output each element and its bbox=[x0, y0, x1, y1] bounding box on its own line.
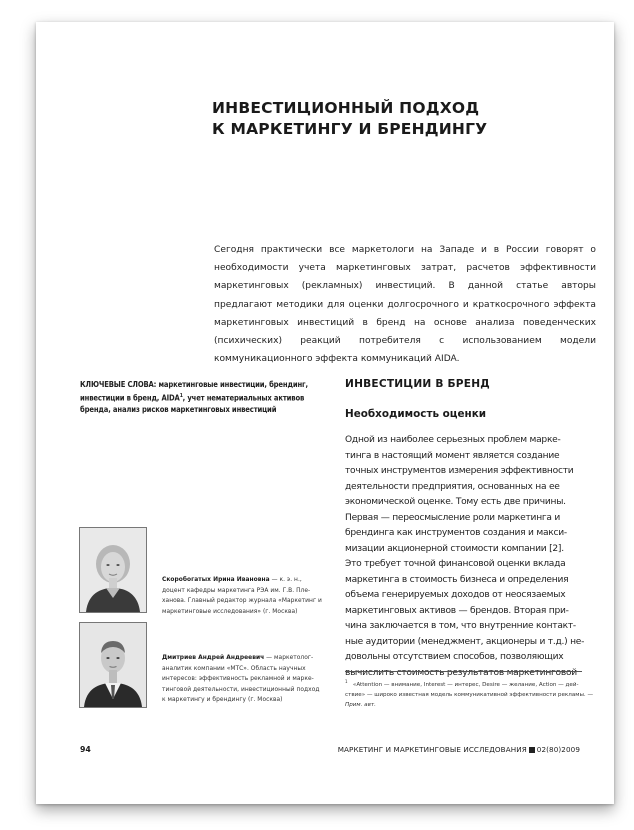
author-bio-line: к маркетингу и брендингу (г. Москва) bbox=[162, 697, 283, 704]
footnote bbox=[345, 677, 607, 710]
body-line: маркетинговых активов — брендов. Вторая при- bbox=[345, 605, 569, 616]
author-bio-line: аналитик компании «МТС». Область научных bbox=[162, 665, 306, 672]
body-line: довольны отсутствием способов, позволяющих bbox=[345, 652, 564, 662]
portrait-woman-image bbox=[80, 528, 146, 612]
portrait-man-image bbox=[80, 623, 146, 707]
keywords-line-1: КЛЮЧЕВЫЕ СЛОВА: маркетинговые инвестиции, брендинг, bbox=[80, 380, 308, 389]
body-line: объема генерируемых доходов от неосязаемых bbox=[345, 590, 566, 600]
body-line: деятельности предприятия, основанных на ее bbox=[345, 481, 560, 492]
footnote-line-1: $^1$ «Attention — внимание, Interest — интерес, Desire — желание, Action — дей- bbox=[345, 679, 579, 688]
footnote-line-3: Прим. авт. bbox=[345, 701, 376, 708]
body-line: Это требует точной финансовой оценки вклада bbox=[345, 559, 566, 569]
title-line-2: К МАРКЕТИНГУ И БРЕНДИНГУ bbox=[212, 120, 488, 138]
section-heading: ИНВЕСТИЦИИ В БРЕНД bbox=[345, 378, 490, 390]
journal-page bbox=[36, 22, 614, 804]
body-line: Одной из наиболее серьезных проблем марке- bbox=[345, 435, 561, 445]
author-bio-line: Дмитриев Андрей Андреевич — маркетолог- bbox=[162, 655, 314, 661]
body-line: экономической оценке. Тому есть две причины. bbox=[345, 497, 566, 507]
footnote-mark: 1 bbox=[345, 679, 348, 684]
journal-footer bbox=[338, 745, 580, 754]
footnote-ref: 1 bbox=[179, 392, 183, 399]
body-line: тинга в настоящий момент является создание bbox=[345, 450, 560, 461]
author-name: Дмитриев Андрей Андреевич bbox=[162, 655, 265, 661]
page-number: 94 bbox=[80, 745, 91, 754]
footnote-divider bbox=[345, 671, 582, 672]
author-photo-skorobogatykh bbox=[79, 527, 147, 613]
author-bio-line: тинговой деятельности, инвестиционный подход bbox=[162, 686, 320, 693]
keywords-line-2: инвестиции в бренд, AIDA$^1$, учет нематериальных активов bbox=[80, 392, 305, 403]
author-bio-line: Скоробогатых Ирина Ивановна — к. э. н., bbox=[162, 577, 302, 583]
author-bio-line: маркетинговые исследования» (г. Москва) bbox=[162, 608, 298, 615]
body-line: чина заключается в том, что внутренние контакт- bbox=[345, 621, 576, 631]
body-text bbox=[345, 433, 607, 681]
article-title bbox=[212, 98, 572, 140]
square-bullet-icon bbox=[529, 747, 535, 753]
author-bio-line: доцент кафедры маркетинга РЭА им. Г.В. Пле- bbox=[162, 587, 311, 594]
author-name: Скоробогатых Ирина Ивановна bbox=[162, 577, 270, 583]
journal-name: МАРКЕТИНГ И МАРКЕТИНГОВЫЕ ИССЛЕДОВАНИЯ bbox=[337, 745, 527, 754]
body-line: маркетинга в стоимость бизнеса и определения bbox=[345, 574, 569, 585]
body-line: ные аудитории (менеджмент, акционеры и т.д.) не- bbox=[345, 636, 585, 647]
body-line: мизации акционерной стоимости компании [2]. bbox=[345, 543, 564, 554]
body-line: брендинга как инструментов создания и макси- bbox=[345, 528, 567, 538]
body-line: Первая — переосмысление роли маркетинга и bbox=[345, 512, 561, 523]
author-bio-line: ханова. Главный редактор журнала «Маркетинг и bbox=[162, 598, 322, 605]
author-photo-dmitriev bbox=[79, 622, 147, 708]
footnote-line-2: ствие» — широко известная модель коммуникативной эффективности рекламы. — bbox=[345, 691, 594, 698]
author-bio-1 bbox=[162, 575, 322, 617]
author-bio-line: интересов: эффективность рекламной и марке- bbox=[162, 676, 314, 683]
article-abstract: Сегодня практически все маркетологи на Западе и в России говорят о необходимости учета маркетинговых затрат, расчетов эффективности маркетинговых (рекламных) инвестиций. В данной статье авторы предлагают методики для оценки долгосрочного и краткосрочного эффекта маркетинговых инвестиций в бренд на основе анализа поведенческих (психических) реакций потребителя с использованием модели коммуникационного эффекта коммуникаций AIDA. bbox=[214, 245, 596, 365]
body-line: вычислить стоимость результатов маркетинговой bbox=[345, 667, 577, 678]
author-bio-2 bbox=[162, 653, 322, 706]
keywords-block bbox=[80, 379, 322, 415]
title-line-1: ИНВЕСТИЦИОННЫЙ ПОДХОД bbox=[212, 99, 480, 117]
subsection-heading: Необходимость оценки bbox=[345, 408, 487, 420]
body-line: точных инструментов измерения эффективности bbox=[345, 466, 574, 476]
keywords-line-3: бренда, анализ рисков маркетинговых инвестиций bbox=[80, 404, 277, 414]
journal-issue: 02(80)2009 bbox=[536, 745, 580, 754]
